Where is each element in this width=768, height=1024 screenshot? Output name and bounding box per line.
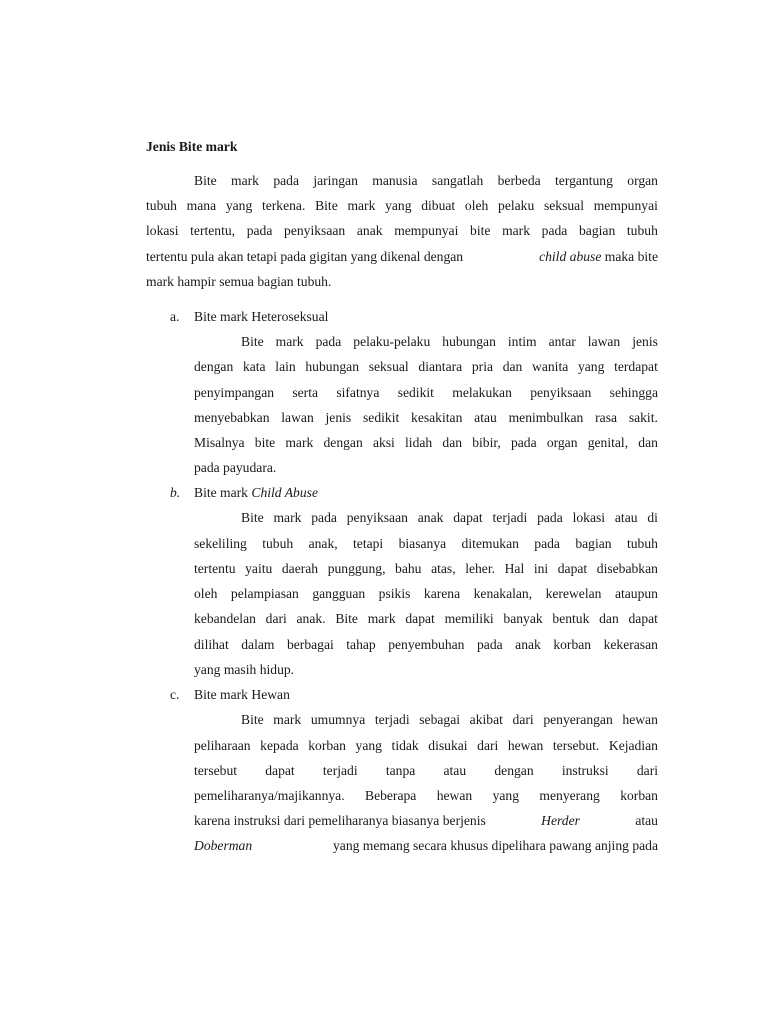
word: hubungan — [442, 334, 496, 349]
word: dari — [512, 712, 534, 727]
word: yang — [492, 788, 520, 803]
word: Bite — [241, 334, 264, 349]
word: penyiksaan — [284, 223, 346, 238]
word: anak — [356, 223, 383, 238]
section-b-title-prefix: Bite mark — [194, 485, 248, 500]
word: mark — [502, 223, 531, 238]
word: sifatnya — [336, 385, 380, 400]
word: leher. — [465, 561, 496, 576]
word: pelaku-pelaku — [353, 334, 431, 349]
word: mark — [347, 198, 376, 213]
word: antar — [548, 334, 576, 349]
word: penyembuhan — [388, 637, 465, 652]
word: pada — [246, 223, 273, 238]
intro-line-1 — [194, 172, 658, 190]
word: atau — [614, 510, 638, 525]
word: sakit. — [628, 410, 658, 425]
section-a-line-5 — [194, 434, 658, 452]
word: korban — [553, 637, 592, 652]
word: daerah — [281, 561, 319, 576]
section-c-marker: c. — [170, 687, 180, 702]
intro-line-4-end: maka bite — [604, 249, 658, 264]
word: anak — [417, 510, 444, 525]
word: menimbulkan — [508, 410, 584, 425]
word: intim — [507, 334, 537, 349]
word: karena — [423, 586, 461, 601]
word: berbeda — [497, 173, 541, 188]
word: oleh — [194, 586, 218, 601]
word: tanpa — [385, 763, 416, 778]
section-c-line-5-text: karena instruksi dari pemeliharanya biasanya berjenis — [194, 813, 486, 828]
word: tersebut. — [552, 738, 600, 753]
intro-line-3 — [146, 222, 658, 240]
word: bibir, — [472, 435, 501, 450]
word: penyerangan — [543, 712, 613, 727]
section-c-line-2 — [194, 737, 658, 755]
word: sehingga — [609, 385, 658, 400]
intro-line-4-text: tertentu pula akan tetapi pada gigitan yang dikenal dengan — [146, 249, 464, 264]
word: atau — [443, 763, 467, 778]
section-c-line-6 — [194, 837, 658, 855]
word: terjadi — [492, 510, 528, 525]
word: organ — [546, 435, 578, 450]
section-c-line-6-text: yang memang secara khusus dipelihara pawang anjing pada — [332, 838, 658, 853]
section-a-line-3 — [194, 384, 658, 402]
word: anak — [515, 637, 541, 652]
word: dan — [638, 435, 658, 450]
section-b-line-5 — [194, 610, 658, 628]
word: Beberapa — [365, 788, 417, 803]
word: organ — [627, 173, 658, 188]
word: dan — [502, 359, 523, 374]
word: pelampiasan — [230, 586, 299, 601]
section-heading: Jenis Bite mark — [146, 139, 238, 154]
section-b-line-3 — [194, 560, 658, 578]
word: kepada — [260, 738, 299, 753]
word: dari — [477, 738, 499, 753]
section-b-line-1 — [241, 509, 658, 527]
word: disukai — [428, 738, 468, 753]
word: genital, — [587, 435, 629, 450]
word: kenakalan, — [473, 586, 533, 601]
word: dapat — [453, 510, 483, 525]
word: pada — [541, 223, 568, 238]
word: manusia — [372, 173, 418, 188]
word: bite — [470, 223, 491, 238]
word: jenis — [325, 410, 352, 425]
intro-line-2 — [146, 197, 658, 215]
section-c-line-4 — [194, 787, 658, 805]
word: dapat — [628, 611, 658, 626]
word: jaringan — [313, 173, 358, 188]
word: biasanya — [398, 536, 447, 551]
section-a-line-4 — [194, 409, 658, 427]
word: instruksi — [561, 763, 609, 778]
word: pada — [315, 334, 342, 349]
word: dibuat — [421, 198, 456, 213]
word: mark — [231, 173, 259, 188]
word: kata — [242, 359, 266, 374]
word: dengan — [494, 763, 534, 778]
word: bahu — [395, 561, 422, 576]
word: di — [647, 510, 658, 525]
word: hewan — [436, 788, 473, 803]
word: korban — [620, 788, 658, 803]
word: rasa — [595, 410, 618, 425]
section-b-title-italic: Child Abuse — [251, 485, 318, 500]
word: sekeliling — [194, 536, 247, 551]
word: Bite — [335, 611, 358, 626]
word: bagian — [579, 223, 616, 238]
word: penyiksaan — [346, 510, 408, 525]
word: pemeliharanya/majikannya. — [194, 788, 345, 803]
word: jenis — [632, 334, 658, 349]
word: bite — [254, 435, 276, 450]
word: yang — [225, 198, 253, 213]
herder-term: Herder — [541, 813, 580, 828]
word: gangguan — [312, 586, 366, 601]
word: Kejadian — [608, 738, 658, 753]
word: banyak — [503, 611, 543, 626]
section-b-line-4 — [194, 585, 658, 603]
word: umumnya — [310, 712, 366, 727]
word: dapat — [265, 763, 295, 778]
word: lawan — [587, 334, 621, 349]
word: atas, — [431, 561, 456, 576]
word: lawan — [281, 410, 314, 425]
word: dapat — [557, 561, 588, 576]
word: dilihat — [194, 637, 229, 652]
section-b-line-6 — [194, 636, 658, 654]
word: disebabkan — [596, 561, 658, 576]
word: wanita — [532, 359, 569, 374]
word: anak, — [308, 536, 338, 551]
word: mempunyai — [593, 198, 658, 213]
word: kerewelan — [545, 586, 602, 601]
word: hewan — [622, 712, 658, 727]
word: serta — [292, 385, 319, 400]
word: atau — [474, 410, 497, 425]
section-c-line-1 — [241, 711, 658, 729]
word: yang — [355, 738, 382, 753]
section-a-line-2 — [194, 358, 658, 376]
word: ini — [533, 561, 549, 576]
word: korban — [308, 738, 346, 753]
word: oleh — [464, 198, 489, 213]
word: tertentu, — [190, 223, 236, 238]
section-c-line-5-end: atau — [635, 813, 658, 828]
word: lidah — [405, 435, 433, 450]
word: lokasi — [572, 510, 606, 525]
word: aksi — [372, 435, 395, 450]
section-c-title: Bite mark Hewan — [194, 687, 290, 702]
word: kekerasan — [603, 637, 658, 652]
word: dan — [442, 435, 463, 450]
word: mark — [273, 712, 302, 727]
word: tubuh — [146, 198, 177, 213]
section-c-line-5 — [194, 812, 658, 830]
word: pada — [476, 637, 503, 652]
word: menyebabkan — [194, 410, 270, 425]
word: diantara — [418, 359, 463, 374]
word: peliharaan — [194, 738, 251, 753]
word: pada — [273, 173, 299, 188]
word: tersebut — [194, 763, 238, 778]
word: kesakitan — [411, 410, 463, 425]
word: pria — [471, 359, 494, 374]
word: anak. — [296, 611, 326, 626]
word: berbagai — [286, 637, 334, 652]
section-a-line-6: pada payudara. — [194, 460, 277, 475]
word: sangatlah — [431, 173, 484, 188]
word: mark — [273, 510, 302, 525]
word: dengan — [194, 359, 234, 374]
intro-line-4 — [146, 248, 658, 266]
word: Bite — [315, 198, 338, 213]
word: tergantung — [555, 173, 613, 188]
word: penyiksaan — [530, 385, 592, 400]
word: mark — [285, 435, 314, 450]
word: kebandelan — [194, 611, 256, 626]
word: tubuh — [262, 536, 294, 551]
word: Bite — [194, 173, 217, 188]
word: pada — [537, 510, 563, 525]
section-b-marker-text: b. — [170, 485, 181, 500]
word: pelaku — [498, 198, 535, 213]
word: bentuk — [552, 611, 590, 626]
word: terdapat — [614, 359, 658, 374]
word: lokasi — [146, 223, 179, 238]
word: pada — [510, 435, 537, 450]
section-a-marker: a. — [170, 309, 180, 324]
section-c-line-3 — [194, 762, 658, 780]
child-abuse-term: child abuse — [539, 249, 602, 264]
word: punggung, — [327, 561, 386, 576]
word: terjadi — [374, 712, 410, 727]
word: tahap — [346, 637, 376, 652]
section-b-line-2 — [194, 535, 658, 553]
word: hubungan — [305, 359, 359, 374]
word: Misalnya — [194, 435, 245, 450]
word: dari — [636, 763, 658, 778]
word: terjadi — [322, 763, 358, 778]
word: pada — [534, 536, 560, 551]
word: ataupun — [614, 586, 658, 601]
word: Bite — [241, 712, 264, 727]
word: melakukan — [452, 385, 512, 400]
doberman-term: Doberman — [194, 838, 253, 853]
word: lain — [275, 359, 296, 374]
word: dalam — [241, 637, 275, 652]
word: mark — [275, 334, 304, 349]
section-b-marker — [170, 484, 180, 502]
section-b-title — [194, 484, 318, 502]
word: mark — [367, 611, 396, 626]
word: sebagai — [419, 712, 461, 727]
word: dari — [265, 611, 287, 626]
word: mana — [186, 198, 217, 213]
word: sedikit — [397, 385, 434, 400]
intro-line-5: mark hampir semua bagian tubuh. — [146, 274, 332, 289]
word: terkena. — [261, 198, 306, 213]
word: tidak — [391, 738, 419, 753]
word: bagian — [575, 536, 612, 551]
word: seksual — [543, 198, 584, 213]
word: Hal — [504, 561, 525, 576]
word: Bite — [241, 510, 264, 525]
word: menyerang — [539, 788, 600, 803]
word: penyimpangan — [194, 385, 275, 400]
word: dapat — [405, 611, 435, 626]
section-b-line-7: yang masih hidup. — [194, 662, 295, 677]
word: tertentu — [194, 561, 236, 576]
section-a-title: Bite mark Heteroseksual — [194, 309, 329, 324]
word: memiliki — [444, 611, 494, 626]
word: ditemukan — [461, 536, 519, 551]
word: seksual — [368, 359, 409, 374]
word: yang — [577, 359, 605, 374]
intro-line-4-tail — [539, 248, 658, 266]
word: tetapi — [353, 536, 384, 551]
word: mempunyai — [394, 223, 459, 238]
word: tubuh — [626, 536, 658, 551]
word: psikis — [378, 586, 411, 601]
word: tubuh — [626, 223, 658, 238]
word: dan — [599, 611, 619, 626]
word: pada — [311, 510, 337, 525]
word: hewan — [507, 738, 544, 753]
word: dengan — [323, 435, 363, 450]
word: yang — [385, 198, 412, 213]
word: akibat — [469, 712, 503, 727]
word: sedikit — [363, 410, 400, 425]
word: yaitu — [245, 561, 273, 576]
section-a-line-1 — [241, 333, 658, 351]
